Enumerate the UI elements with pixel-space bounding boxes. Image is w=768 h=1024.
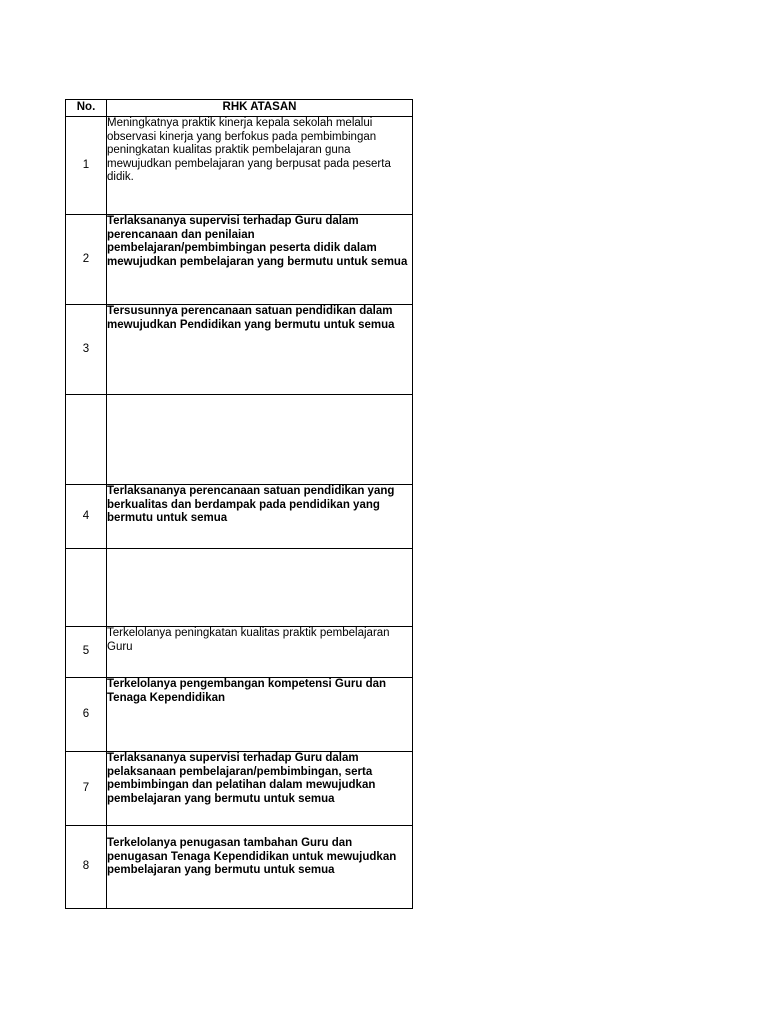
row-number: 2 (66, 215, 107, 305)
row-text: Terlaksananya supervisi terhadap Guru dalam perencanaan dan penilaian pembelajaran/pembimbingan peserta didik dalam mewujudkan pembelajaran yang bermutu untuk semua (107, 215, 413, 305)
header-no: No. (66, 100, 107, 117)
row-number: 5 (66, 627, 107, 678)
row-text (107, 395, 413, 485)
row-text: Tersusunnya perencanaan satuan pendidikan dalam mewujudkan Pendidikan yang bermutu untuk semua (107, 305, 413, 395)
row-text: Terkelolanya pengembangan kompetensi Guru dan Tenaga Kependidikan (107, 678, 413, 752)
row-number: 1 (66, 117, 107, 215)
header-rhk-atasan: RHK ATASAN (107, 100, 413, 117)
table-row (66, 752, 413, 826)
row-number: 6 (66, 678, 107, 752)
table-row (66, 117, 413, 215)
table-row (66, 678, 413, 752)
table-row-empty (66, 395, 413, 485)
header-row (66, 100, 413, 117)
row-number (66, 395, 107, 485)
row-number: 7 (66, 752, 107, 826)
table-row (66, 485, 413, 549)
row-number: 4 (66, 485, 107, 549)
table-row-empty (66, 549, 413, 627)
table-row (66, 215, 413, 305)
row-number: 3 (66, 305, 107, 395)
row-text (107, 549, 413, 627)
table-row (66, 305, 413, 395)
table-row (66, 826, 413, 909)
row-text: Terlaksananya supervisi terhadap Guru dalam pelaksanaan pembelajaran/pembimbingan, serta pembimbingan dan pelatihan dalam mewujudkan pembelajaran yang bermutu untuk semua (107, 752, 413, 826)
row-text: Terlaksananya perencanaan satuan pendidikan yang berkualitas dan berdampak pada pendidikan yang bermutu untuk semua (107, 485, 413, 549)
row-number (66, 549, 107, 627)
row-text: Meningkatnya praktik kinerja kepala sekolah melalui observasi kinerja yang berfokus pada pembimbingan peningkatan kualitas praktik pembelajaran guna mewujudkan pembelajaran yang berpusat pada peserta didik. (107, 117, 413, 215)
row-number: 8 (66, 826, 107, 909)
rhk-table (65, 99, 413, 909)
table-row (66, 627, 413, 678)
row-text: Terkelolanya penugasan tambahan Guru dan penugasan Tenaga Kependidikan untuk mewujudkan pembelajaran yang bermutu untuk semua (107, 826, 413, 909)
row-text: Terkelolanya peningkatan kualitas praktik pembelajaran Guru (107, 627, 413, 678)
